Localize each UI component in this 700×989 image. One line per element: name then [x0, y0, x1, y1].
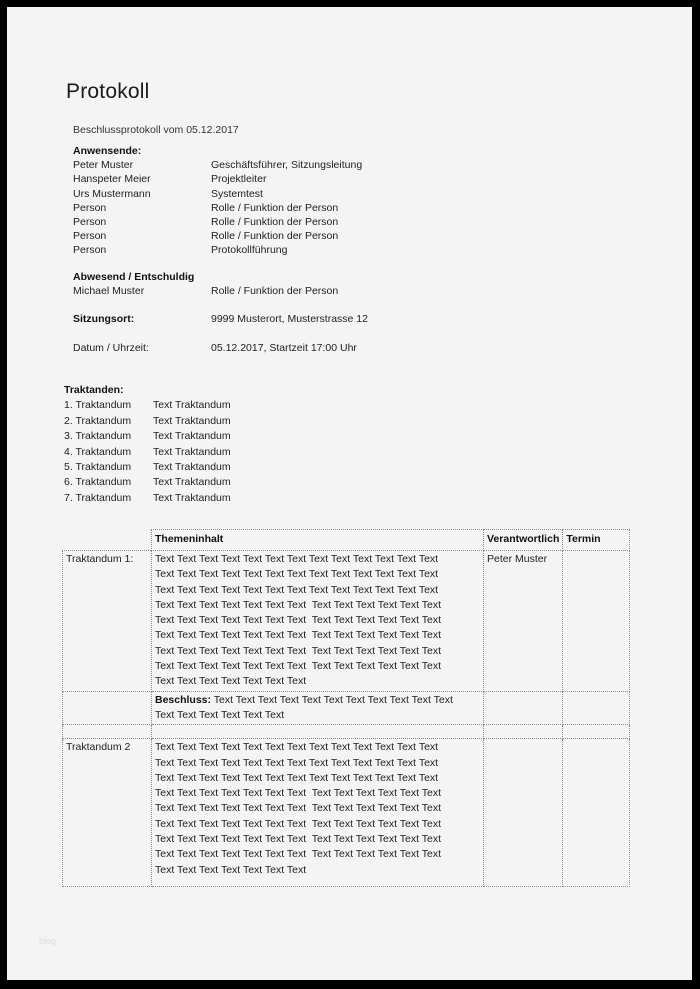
datetime-label: Datum / Uhrzeit:: [73, 342, 149, 354]
agenda-heading: Traktanden:: [64, 384, 124, 396]
document-page: [7, 7, 692, 980]
attendee-row: Person Rolle / Funktion der Person: [73, 230, 339, 243]
row-content: Text Text Text Text Text Text Text Text Text Text Text Text Text Text Text Text Text Text Text Text Text Text Text Text Text Text Text Text Text Text Text Text Text Text Text Text Text Text Text Text Text Text Text Text Text Text Text Text Text Text Text Text Text Text Text Text Text Text Text Text Text Text Text Text Text Text Text Text Text Text Text Text Text Text Text Text Text Text Text Text Text Text Text Text Text Text Text Text Text Text Text Text Text Text Text Text Text Text Text Text Text Text Text Text Text Text Text Text Text Text Text: [152, 739, 484, 887]
decision-row: [63, 691, 630, 725]
header-deadline: Termin: [563, 530, 630, 551]
agenda-item: 2. Traktandum Text Traktandum: [64, 414, 231, 427]
table-row: [63, 551, 630, 692]
spacer-row: [63, 725, 630, 739]
datetime-section: [73, 341, 357, 355]
attendees-section: [73, 144, 362, 258]
location-section: [73, 312, 368, 326]
agenda-section: [64, 383, 231, 506]
row-label: Traktandum 1:: [63, 551, 152, 692]
absent-row: Michael Muster Rolle / Funktion der Person: [73, 285, 339, 298]
page-title: Protokoll: [66, 80, 150, 103]
attendee-row: Person Rolle / Funktion der Person: [73, 201, 339, 214]
absent-heading: Abwesend / Entschuldig: [73, 271, 195, 283]
minutes-table: [62, 529, 630, 887]
agenda-item: 3. Traktandum Text Traktandum: [64, 430, 231, 443]
table-header-row: [63, 530, 630, 551]
agenda-item: 5. Traktandum Text Traktandum: [64, 460, 231, 473]
attendees-heading: Anwensende:: [73, 145, 142, 157]
attendee-row: Peter Muster Geschäftsführer, Sitzungsleitung: [73, 159, 363, 172]
table-row: [63, 739, 630, 887]
decision-label: Beschluss:: [155, 693, 212, 706]
subtitle: Beschlussprotokoll vom 05.12.2017: [73, 124, 239, 136]
row-content: Text Text Text Text Text Text Text Text Text Text Text Text Text Text Text Text Text Text Text Text Text Text Text Text Text Text Text Text Text Text Text Text Text Text Text Text Text Text Text Text Text Text Text Text Text Text Text Text Text Text Text Text Text Text Text Text Text Text Text Text Text Text Text Text Text Text Text Text Text Text Text Text Text Text Text Text Text Text Text Text Text Text Text Text Text Text Text Text Text Text Text Text Text Text Text Text Text Text Text Text Text Text Text Text Text Text Text Text Text Text Text: [152, 551, 484, 692]
agenda-item: 1. Traktandum Text Traktandum: [64, 399, 231, 412]
row-responsible: Peter Muster: [484, 551, 563, 692]
agenda-item: 7. Traktandum Text Traktandum: [64, 491, 231, 504]
header-responsible: Verantwortlich: [484, 530, 563, 551]
agenda-item: 6. Traktandum Text Traktandum: [64, 476, 231, 489]
row-label: Traktandum 2: [63, 739, 152, 887]
attendee-row: Urs Mustermann Systemtest: [73, 187, 263, 200]
row-deadline: [563, 551, 630, 692]
location-label: Sitzungsort:: [73, 313, 135, 325]
header-content: Themeninhalt: [152, 530, 484, 551]
location-value: 9999 Musterort, Musterstrasse 12: [211, 313, 368, 325]
watermark: blog: [39, 936, 57, 946]
absent-section: [73, 270, 338, 298]
agenda-item: 4. Traktandum Text Traktandum: [64, 445, 231, 458]
attendee-row: Person Rolle / Funktion der Person: [73, 215, 339, 228]
attendee-row: Person Protokollführung: [73, 244, 288, 257]
attendee-row: Hanspeter Meier Projektleiter: [73, 173, 267, 186]
datetime-value: 05.12.2017, Startzeit 17:00 Uhr: [211, 342, 357, 354]
decision-content: Beschluss: Text Text Text Text Text Text Text Text Text Text Text Text Text Text Text Text Text: [152, 691, 484, 725]
